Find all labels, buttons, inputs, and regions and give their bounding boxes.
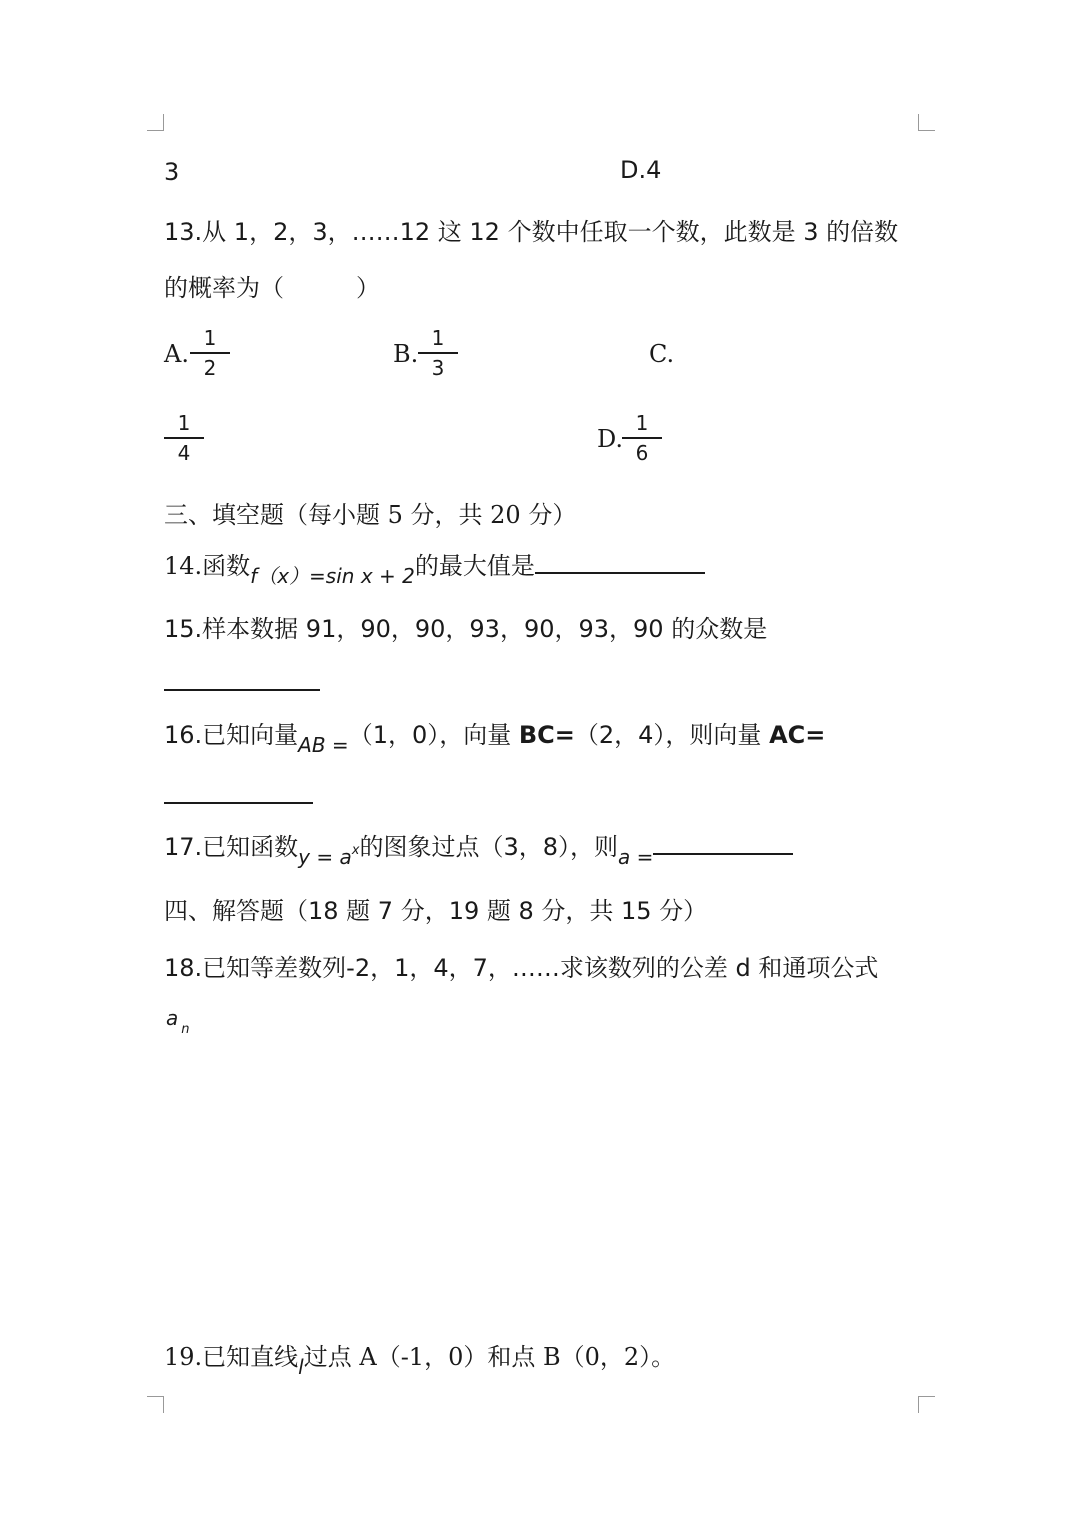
- question-14-formula: f（x）=sin x + 2: [250, 564, 415, 588]
- corner-mark-bottom-left: [147, 1396, 164, 1413]
- general-term-an: [166, 1006, 190, 1037]
- question-15: 15.样本数据 91，90，90，93，90，93，90 的众数是: [164, 615, 768, 643]
- question-17-prefix: 17.已知函数: [164, 833, 299, 861]
- fraction-denominator: 4: [177, 441, 191, 465]
- option-d-label: D.: [597, 425, 624, 453]
- fraction-bar: [622, 437, 662, 439]
- variable-a: a =: [618, 845, 654, 869]
- question-17: [164, 827, 793, 869]
- question-16: [164, 715, 826, 757]
- option-c-label: C.: [649, 340, 675, 368]
- fraction-numerator: 1: [177, 411, 191, 435]
- question-16-middle: （1，0），向量: [348, 721, 519, 749]
- fraction-denominator: 2: [203, 356, 217, 380]
- question-14-suffix: 的最大值是: [414, 552, 535, 580]
- option-b-label: B.: [393, 340, 419, 368]
- previous-question-fragment: 3: [164, 158, 180, 186]
- function-exponent: x: [351, 843, 360, 858]
- section-4-heading: 四、解答题（18 题 7 分，19 题 8 分，共 15 分）: [164, 897, 708, 925]
- answer-blank: [164, 802, 313, 804]
- fraction-denominator: 3: [431, 356, 445, 380]
- fraction-numerator: 1: [203, 326, 217, 350]
- vector-bc: BC=: [518, 721, 575, 749]
- question-19: [164, 1337, 676, 1379]
- corner-mark-top-right: [918, 114, 935, 131]
- fraction-numerator: 1: [635, 411, 649, 435]
- question-14-prefix: 14.函数: [164, 552, 251, 580]
- corner-mark-bottom-right: [918, 1396, 935, 1413]
- line-l: l: [298, 1355, 304, 1379]
- fraction-bar: [164, 437, 204, 439]
- question-13-line-1: 13.从 1，2，3，……12 这 12 个数中任取一个数，此数是 3 的倍数: [164, 218, 899, 246]
- question-18: 18.已知等差数列-2，1，4，7，……求该数列的公差 d 和通项公式: [164, 954, 879, 982]
- vector-ab: AB =: [298, 733, 349, 757]
- question-19-suffix: 过点 A（-1，0）和点 B（0，2）。: [303, 1343, 676, 1371]
- option-b-fraction: [418, 326, 458, 380]
- option-d-fraction: [622, 411, 662, 465]
- general-term-base: a: [166, 1006, 179, 1030]
- function-formula: [298, 845, 359, 869]
- fraction-numerator: 1: [431, 326, 445, 350]
- previous-option-d: D.4: [620, 156, 662, 184]
- function-base: y = a: [298, 845, 352, 869]
- option-a-fraction: [190, 326, 230, 380]
- section-3-heading: 三、填空题（每小题 5 分，共 20 分）: [164, 501, 577, 529]
- answer-blank: [535, 572, 705, 574]
- question-16-after: （2，4），则向量: [574, 721, 770, 749]
- question-13-line-2: 的概率为（ ）: [164, 274, 380, 302]
- question-14: [164, 546, 705, 588]
- question-16-prefix: 16.已知向量: [164, 721, 299, 749]
- question-17-middle: 的图象过点（3，8），则: [359, 833, 618, 861]
- fraction-bar: [190, 352, 230, 354]
- answer-blank: [164, 689, 320, 691]
- fraction-bar: [418, 352, 458, 354]
- question-19-prefix: 19.已知直线: [164, 1343, 299, 1371]
- general-term-subscript: n: [181, 1022, 190, 1037]
- answer-blank: [653, 853, 793, 855]
- corner-mark-top-left: [147, 114, 164, 131]
- option-a-label: A.: [164, 340, 189, 368]
- fraction-denominator: 6: [635, 441, 649, 465]
- vector-ac: AC=: [769, 721, 826, 749]
- option-c-fraction: [164, 411, 204, 465]
